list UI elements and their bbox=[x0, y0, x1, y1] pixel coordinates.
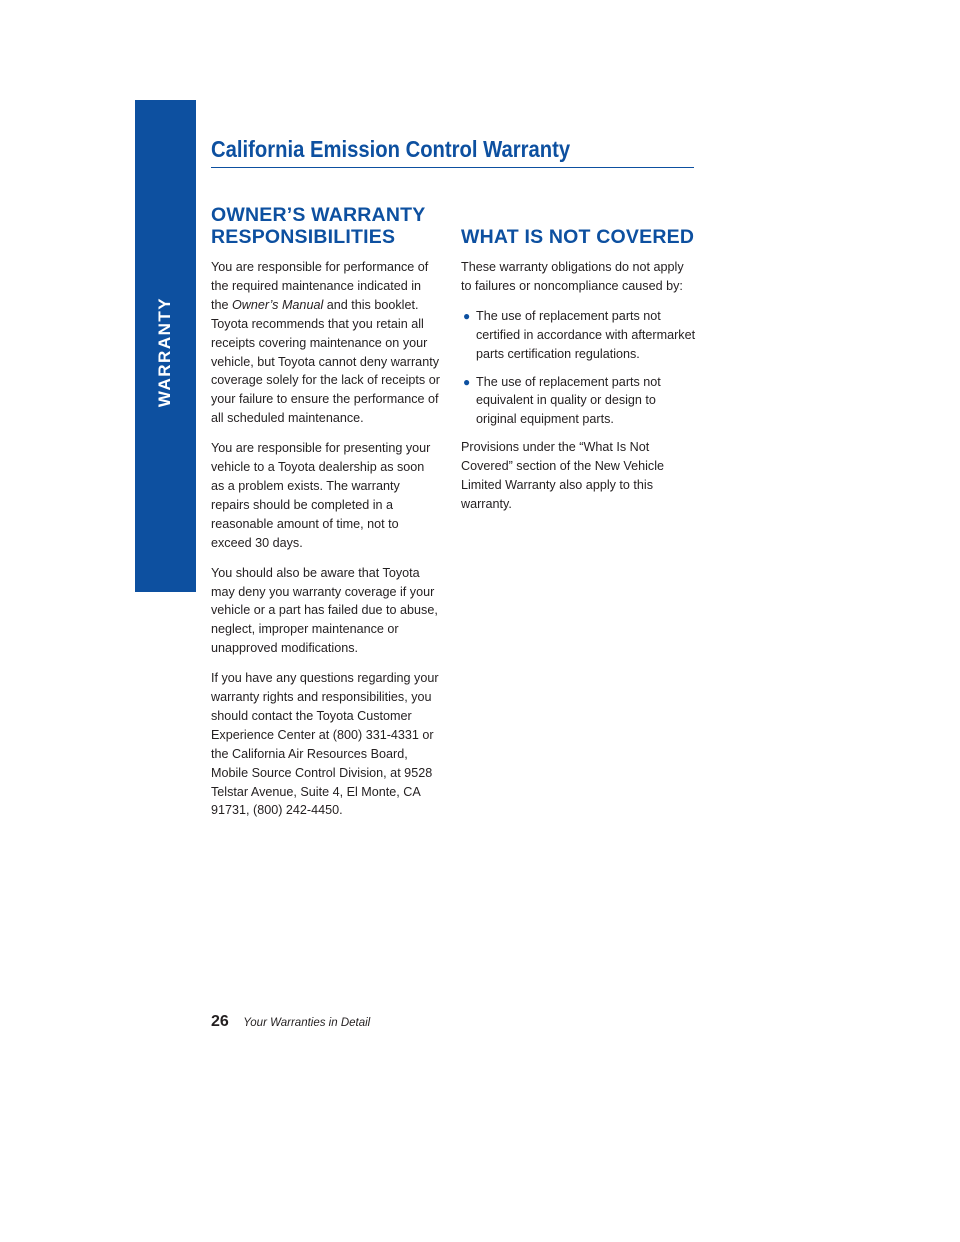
heading-line-2: RESPONSIBILITIES bbox=[211, 226, 396, 248]
side-tab bbox=[135, 100, 196, 592]
not-covered-heading: WHAT IS NOT COVERED bbox=[461, 226, 695, 248]
not-covered-intro: These warranty obligations do not apply to failures or noncompliance caused by: bbox=[461, 260, 684, 293]
bullet-icon: ● bbox=[463, 308, 471, 323]
list-item-text: The use of replacement parts not certified in accordance with aftermarket parts certification regulations. bbox=[476, 308, 696, 361]
footer-text: Your Warranties in Detail bbox=[243, 1017, 371, 1029]
heading-line-1: OWNER’S WARRANTY bbox=[211, 204, 426, 226]
right-column bbox=[461, 204, 696, 525]
page-footer bbox=[211, 1013, 370, 1031]
page-title: California Emission Control Warranty bbox=[211, 136, 571, 162]
owner-responsibilities-heading bbox=[211, 204, 441, 248]
page-number: 26 bbox=[211, 1013, 229, 1030]
not-covered-list bbox=[461, 307, 696, 429]
list-item bbox=[461, 307, 696, 364]
paragraph-presenting: You are responsible for presenting your vehicle to a Toyota dealership as soon as a problem exists. The warranty repairs should be completed in a reasonable amount of time, not to exceed 30 days. bbox=[211, 441, 431, 550]
side-tab-label: WARRANTY bbox=[155, 296, 174, 408]
bullet-icon: ● bbox=[463, 374, 471, 389]
left-column bbox=[211, 204, 441, 831]
list-item-text: The use of replacement parts not equivalent in quality or design to original equipment parts. bbox=[476, 374, 661, 427]
paragraph-contact: If you have any questions regarding your warranty rights and responsibilities, you should contact the Toyota Customer Experience Center at (800) 331-4331 or the California Air Resources Board, Mobile Source Control Division, at 9528 Telstar Avenue, Suite 4, El Monte, CA 91731, (800) 242-4450. bbox=[211, 671, 439, 818]
title-rule bbox=[211, 167, 694, 168]
paragraph-denial: You should also be aware that Toyota may deny you warranty coverage if your vehicle or a part has failed due to abuse, neglect, improper maintenance or unapproved modifications. bbox=[211, 565, 438, 656]
owners-manual-italic: Owner’s Manual bbox=[232, 297, 324, 312]
paragraph-maintenance-start: You are responsible for performance of the required maintenance indicated in the bbox=[211, 260, 429, 312]
paragraph-maintenance-end: and this booklet. Toyota recommends that you retain all receipts covering maintenance on your vehicle, but Toyota cannot deny warranty coverage solely for the lack of receipts or your failure to ensure the performance of all scheduled maintenance. bbox=[211, 297, 440, 426]
not-covered-closing: Provisions under the “What Is Not Covered” section of the New Vehicle Limited Warranty also apply to this warranty. bbox=[461, 440, 665, 511]
paragraph-maintenance bbox=[211, 258, 441, 428]
list-item bbox=[461, 373, 696, 430]
